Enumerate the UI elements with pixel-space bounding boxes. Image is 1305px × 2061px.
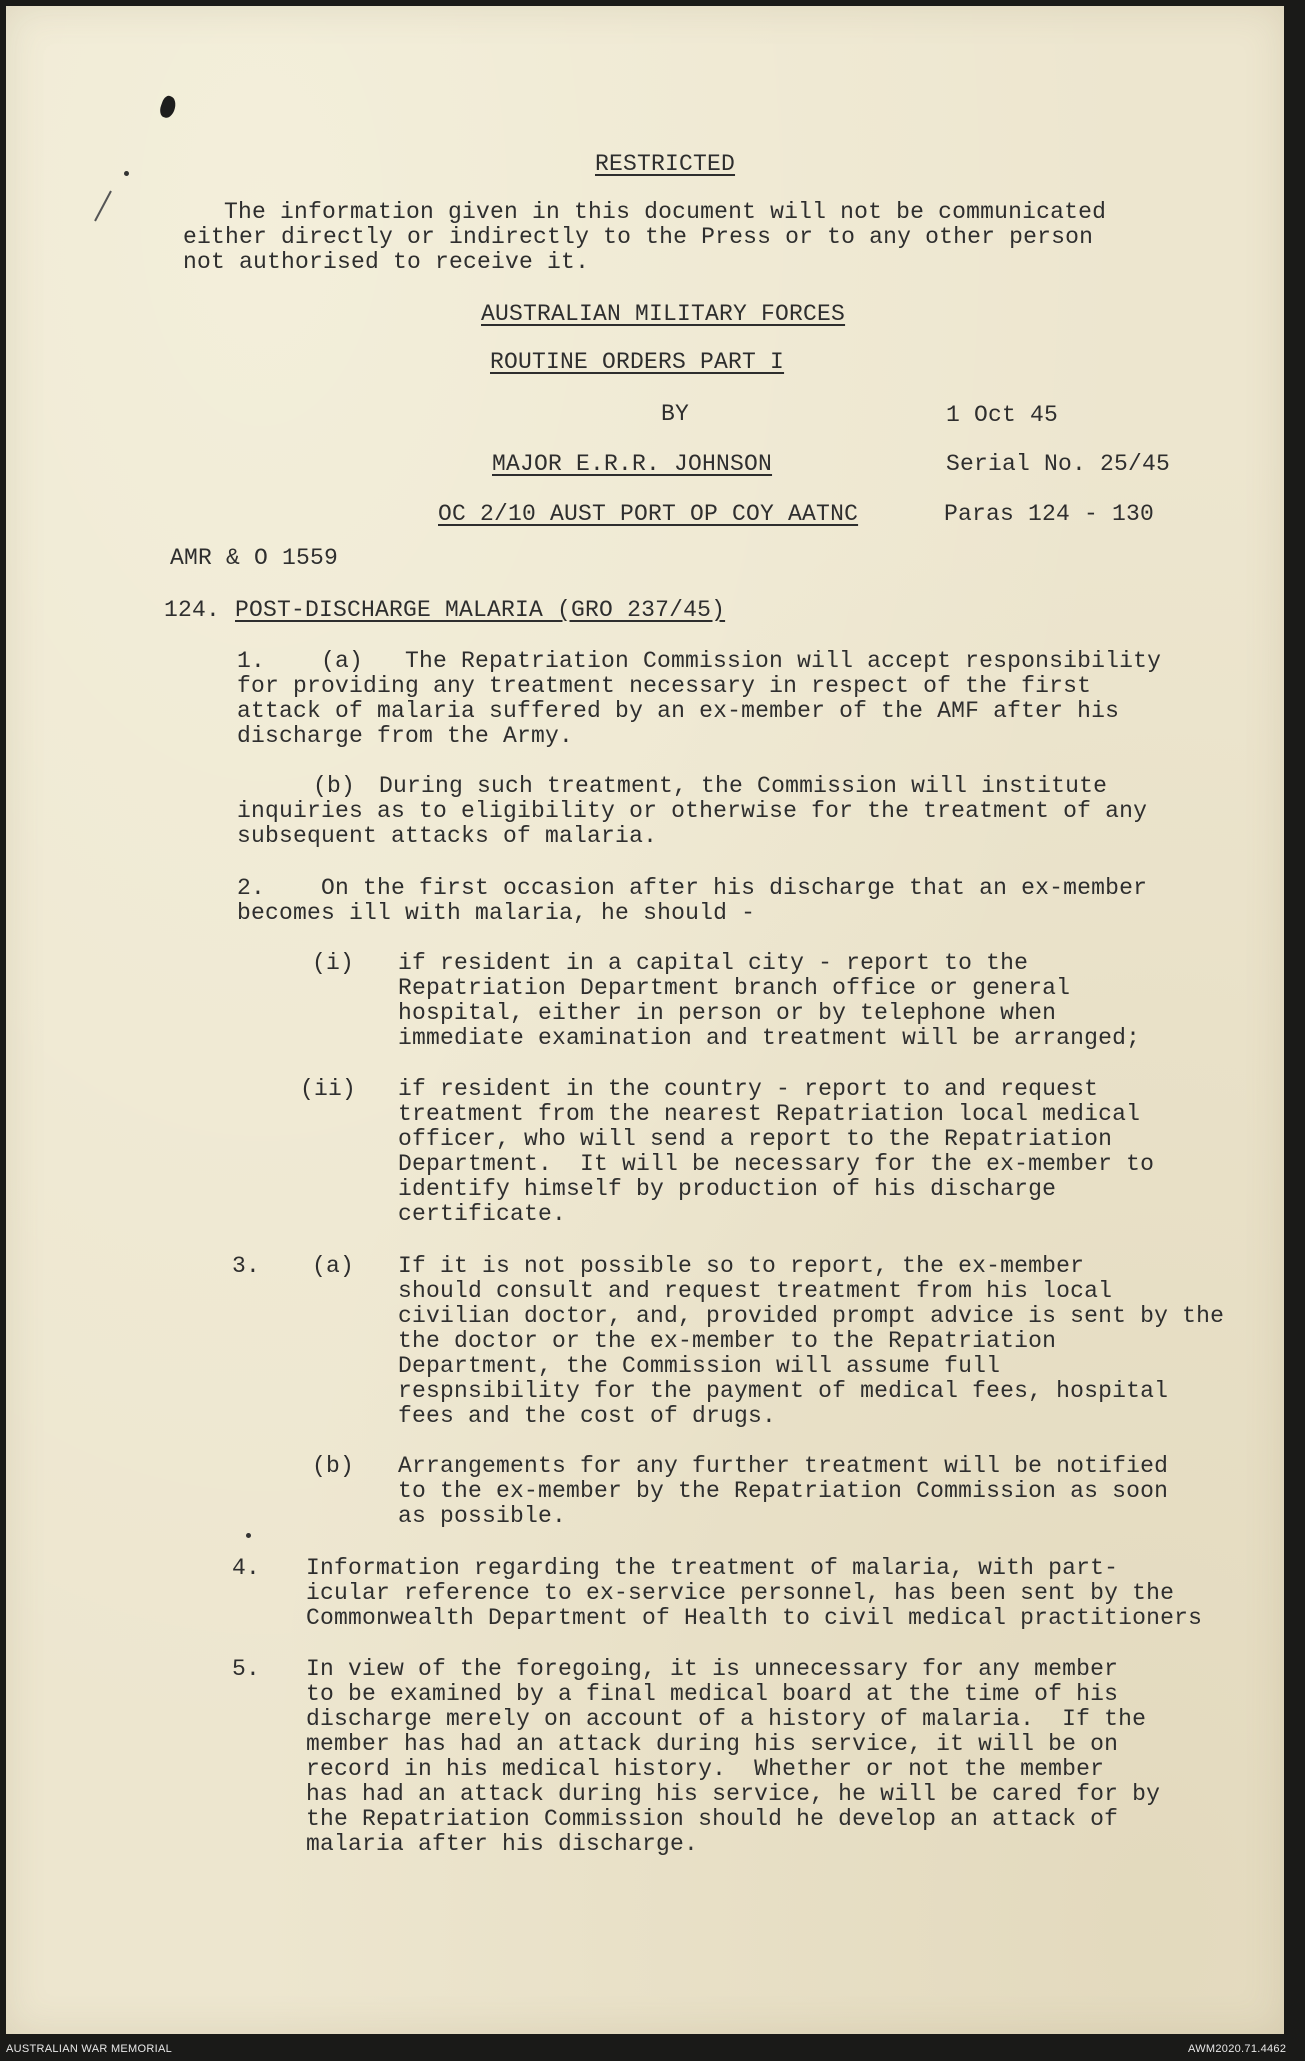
footer-credit: AUSTRALIAN WAR MEMORIAL bbox=[6, 2043, 173, 2055]
p3a-line: should consult and request treatment from his local bbox=[398, 1278, 1113, 1304]
p3a-line: the doctor or the ex-member to the Repatriation bbox=[398, 1328, 1057, 1354]
p2ii-line: treatment from the nearest Repatriation local medical bbox=[398, 1101, 1141, 1127]
by-label: BY bbox=[661, 401, 690, 427]
p2ii-line: certificate. bbox=[398, 1201, 567, 1227]
p2i-line: immediate examination and treatment will be arranged; bbox=[398, 1025, 1141, 1051]
p5-line: to be examined by a final medical board at the time of his bbox=[306, 1681, 1119, 1707]
speck bbox=[124, 171, 129, 176]
p1a-label: 1. (a) bbox=[237, 648, 364, 674]
p5-line: member has had an attack during his service, it will be on bbox=[306, 1731, 1119, 1757]
p2i-line: Repatriation Department branch office or general bbox=[398, 975, 1071, 1001]
p3a-line: Department, the Commission will assume full bbox=[398, 1353, 1001, 1379]
p2i-line: hospital, either in person or by telephone when bbox=[398, 1000, 1057, 1026]
p3a-label: (a) bbox=[312, 1253, 355, 1279]
p4-line: Commonwealth Department of Health to civil medical practitioners bbox=[306, 1605, 1203, 1631]
p3a-line: respnsibility for the payment of medical fees, hospital bbox=[398, 1378, 1169, 1404]
restricted-heading: RESTRICTED bbox=[595, 151, 736, 177]
p1a-line: attack of malaria suffered by an ex-member of the AMF after his bbox=[237, 698, 1120, 724]
p2ii-line: if resident in the country - report to and request bbox=[398, 1076, 1099, 1102]
p5-line: In view of the foregoing, it is unnecessary for any member bbox=[306, 1656, 1119, 1682]
p5-number: 5. bbox=[232, 1656, 261, 1682]
p3a-line: If it is not possible so to report, the ex-member bbox=[398, 1253, 1085, 1279]
para-number: 124. bbox=[164, 597, 221, 623]
p3b-line: Arrangements for any further treatment will be notified bbox=[398, 1453, 1169, 1479]
footer-accession: AWM2020.71.4462 bbox=[1188, 2043, 1287, 2055]
p2ii-line: identify himself by production of his discharge bbox=[398, 1176, 1057, 1202]
p3b-line: to the ex-member by the Repatriation Commission as soon bbox=[398, 1478, 1169, 1504]
orders-heading: ROUTINE ORDERS PART I bbox=[490, 349, 785, 375]
notice-line-3: not authorised to receive it. bbox=[183, 249, 590, 275]
unit-name: OC 2/10 AUST PORT OP COY AATNC bbox=[438, 501, 859, 527]
serial-number: Serial No. 25/45 bbox=[946, 451, 1171, 477]
p2i-line: if resident in a capital city - report to the bbox=[398, 950, 1029, 976]
paras-range: Paras 124 - 130 bbox=[944, 501, 1155, 527]
p1a-line: for providing any treatment necessary in respect of the first bbox=[237, 673, 1092, 699]
order-date: 1 Oct 45 bbox=[946, 402, 1059, 428]
punch-hole bbox=[158, 94, 179, 119]
p2ii-label: (ii) bbox=[300, 1076, 357, 1102]
notice-line-2: either directly or indirectly to the Press or to any other person bbox=[183, 224, 1094, 250]
notice-line-1: The information given in this document will not be communicated bbox=[224, 199, 1107, 225]
speck bbox=[246, 1533, 251, 1538]
p5-line: record in his medical history. Whether or not the member bbox=[306, 1756, 1105, 1782]
p2-line: becomes ill with malaria, he should - bbox=[237, 900, 756, 926]
p4-line: Information regarding the treatment of malaria, with part- bbox=[306, 1555, 1119, 1581]
p1b-line: inquiries as to eligibility or otherwise for the treatment of any bbox=[237, 798, 1148, 824]
p5-line: malaria after his discharge. bbox=[306, 1831, 699, 1857]
p1a-line: The Repatriation Commission will accept responsibility bbox=[405, 648, 1162, 674]
pencil-mark bbox=[94, 191, 112, 222]
p4-number: 4. bbox=[232, 1555, 261, 1581]
p1b-line: subsequent attacks of malaria. bbox=[237, 823, 658, 849]
p2i-label: (i) bbox=[312, 950, 355, 976]
officer-name: MAJOR E.R.R. JOHNSON bbox=[492, 451, 773, 477]
p3a-line: civilian doctor, and, provided prompt advice is sent by the bbox=[398, 1303, 1225, 1329]
reference-code: AMR & O 1559 bbox=[170, 545, 339, 571]
p3a-line: fees and the cost of drugs. bbox=[398, 1403, 777, 1429]
p3-number: 3. bbox=[232, 1253, 261, 1279]
p1a-line: discharge from the Army. bbox=[237, 723, 574, 749]
org-heading: AUSTRALIAN MILITARY FORCES bbox=[481, 301, 846, 327]
p2ii-line: Department. It will be necessary for the ex-member to bbox=[398, 1151, 1155, 1177]
p5-line: the Repatriation Commission should he develop an attack of bbox=[306, 1806, 1119, 1832]
p2ii-line: officer, who will send a report to the Repatriation bbox=[398, 1126, 1113, 1152]
p5-line: discharge merely on account of a history of malaria. If the bbox=[306, 1706, 1147, 1732]
para-title: POST-DISCHARGE MALARIA (GRO 237/45) bbox=[235, 597, 726, 623]
p5-line: has had an attack during his service, he will be cared for by bbox=[306, 1781, 1161, 1807]
p2-line: 2. On the first occasion after his discharge that an ex-member bbox=[237, 875, 1148, 901]
p3b-label: (b) bbox=[312, 1453, 355, 1479]
p1b-line: During such treatment, the Commission will institute bbox=[379, 773, 1108, 799]
p4-line: icular reference to ex-service personnel, has been sent by the bbox=[306, 1580, 1175, 1606]
p3b-line: as possible. bbox=[398, 1503, 567, 1529]
p1b-label: (b) bbox=[313, 773, 356, 799]
document-page bbox=[6, 6, 1284, 2034]
